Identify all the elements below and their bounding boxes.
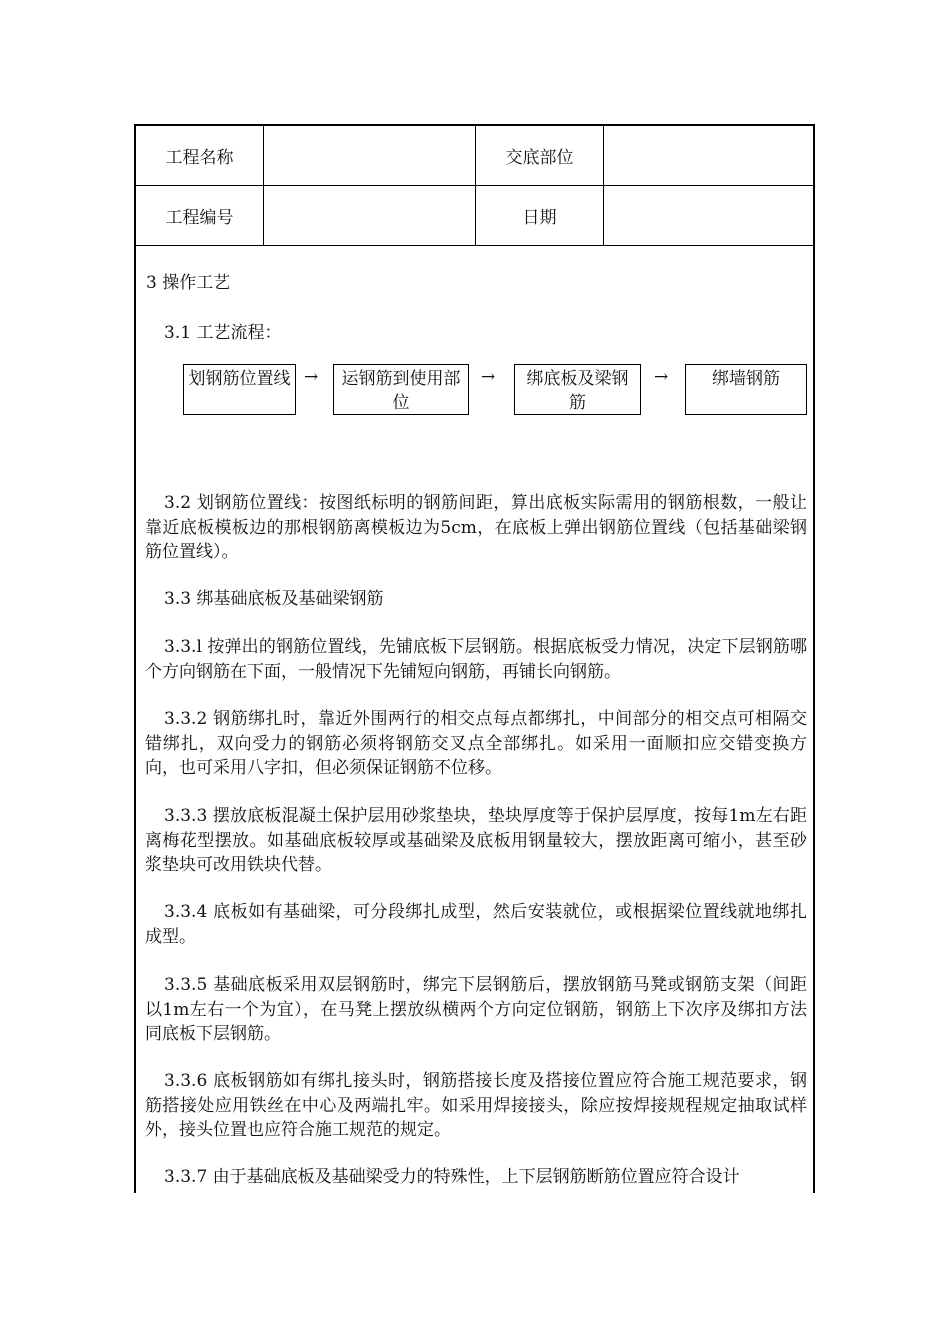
paragraph-3-3-2: 3.3.2 钢筋绑扎时，靠近外围两行的相交点每点都绑扎，中间部分的相交点可相隔交错绑扎，双向受力的钢筋必须将钢筋交叉点全部绑扎。如采用一面顺扣应交错变换方向，也可采用八字扣，但必须保证钢筋不位移。 xyxy=(145,709,807,778)
project-number-value xyxy=(264,186,476,245)
paragraph-3-3-6: 3.3.6 底板钢筋如有绑扎接头时，钢筋搭接长度及搭接位置应符合施工规范要求，钢筋搭接处应用铁丝在中心及两端扎牢。如采用焊接接头，除应按焊接规程规定抽取试样外，接头位置也应符合施工规范的规定。 xyxy=(145,1071,807,1140)
paragraph-3-2: 3.2 划钢筋位置线：按图纸标明的钢筋间距，算出底板实际需用的钢筋根数，一般让靠近底板模板边的那根钢筋离模板边为5cm，在底板上弹出钢筋位置线（包括基础梁钢筋位置线）。 xyxy=(145,493,807,562)
paragraph-3-3-7: 3.3.7 由于基础底板及基础梁受力的特殊性，上下层钢筋断筋位置应符合设计 xyxy=(164,1167,740,1187)
project-name-label: 工程名称 xyxy=(136,126,264,185)
flow-step-1: 划钢筋位置线 xyxy=(183,364,296,415)
disclosure-part-label: 交底部位 xyxy=(476,126,604,185)
flow-step-3: 绑底板及梁钢筋 xyxy=(514,364,641,415)
date-label: 日期 xyxy=(476,186,604,245)
date-value xyxy=(604,186,815,245)
paragraph-3-3-1: 3.3.l 按弹出的钢筋位置线，先铺底板下层钢筋。根据底板受力情况，决定下层钢筋哪个方向钢筋在下面，一般情况下先铺短向钢筋，再铺长向钢筋。 xyxy=(145,637,807,682)
flow-arrow-icon: → xyxy=(481,367,496,387)
flow-step-4: 绑墙钢筋 xyxy=(685,364,807,415)
paragraph-3-3: 3.3 绑基础底板及基础梁钢筋 xyxy=(164,589,384,609)
project-number-label: 工程编号 xyxy=(136,186,264,245)
header-row-2 xyxy=(136,186,813,246)
paragraph-3-3-4: 3.3.4 底板如有基础梁，可分段绑扎成型，然后安装就位，或根据梁位置线就地绑扎成型。 xyxy=(145,902,807,947)
flow-arrow-icon: → xyxy=(304,367,319,387)
disclosure-part-value xyxy=(604,126,815,185)
project-name-value xyxy=(264,126,476,185)
disclosure-form xyxy=(134,124,815,1193)
section-title: 3 操作工艺 xyxy=(146,273,231,293)
header-row-1 xyxy=(136,126,813,186)
flow-title: 3.1 工艺流程： xyxy=(164,323,282,343)
paragraph-3-3-5: 3.3.5 基础底板采用双层钢筋时，绑完下层钢筋后，摆放钢筋马凳或钢筋支架（间距以1m左右一个为宜），在马凳上摆放纵横两个方向定位钢筋，钢筋上下次序及绑扣方法同底板下层钢筋。 xyxy=(145,975,807,1044)
flow-step-2: 运钢筋到使用部位 xyxy=(333,364,469,415)
paragraph-3-3-3: 3.3.3 摆放底板混凝土保护层用砂浆垫块，垫块厚度等于保护层厚度，按每1m左右距离梅花型摆放。如基础底板较厚或基础梁及底板用钢量较大，摆放距离可缩小，甚至砂浆垫块可改用铁块代替。 xyxy=(145,806,807,875)
flow-arrow-icon: → xyxy=(654,367,669,387)
